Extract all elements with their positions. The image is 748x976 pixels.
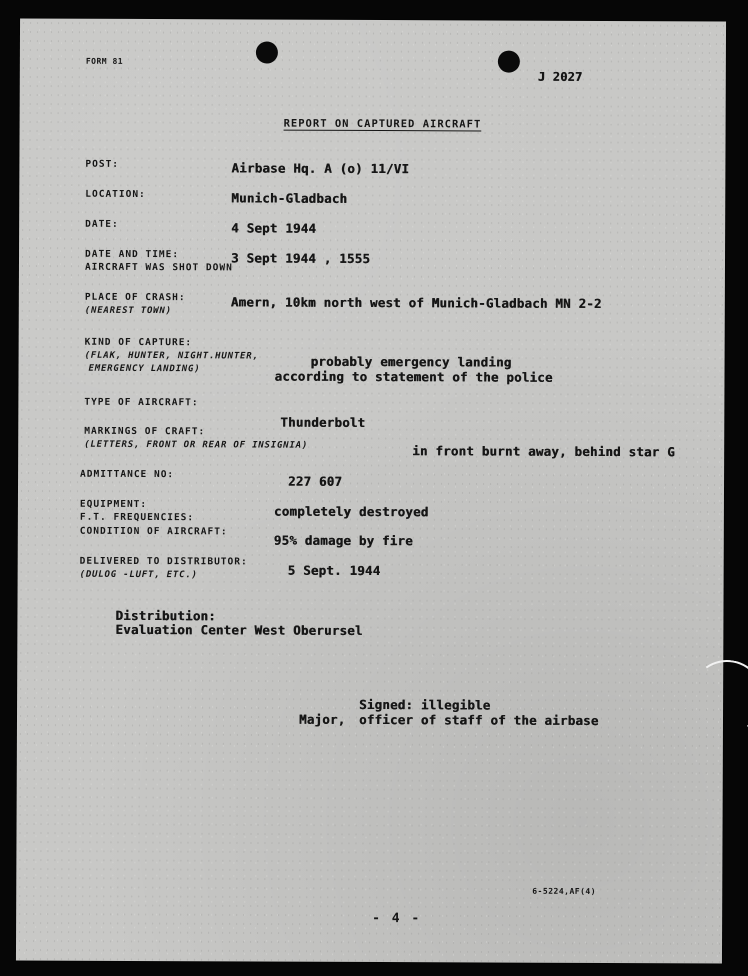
distribution-heading: Distribution: — [115, 607, 216, 624]
signed-line: Signed: illegible — [359, 696, 491, 713]
location-label: LOCATION: — [85, 188, 146, 201]
equipment-value: completely destroyed — [273, 503, 429, 520]
condition-label: CONDITION OF AIRCRAFT: — [79, 525, 228, 538]
post-label: POST: — [85, 158, 120, 170]
capture-kind-options-2: EMERGENCY LANDING) — [88, 363, 201, 375]
admittance-value: 227 607 — [288, 473, 343, 489]
date-label: DATE: — [85, 218, 119, 230]
markings-label: MARKINGS OF CRAFT: — [84, 425, 206, 438]
nearest-town-label: (NEAREST TOWN) — [84, 305, 172, 317]
distribution-line: Evaluation Center West Oberursel — [115, 621, 363, 638]
markings-value: in front burnt away, behind star G — [412, 443, 675, 460]
page-number: - 4 - — [372, 911, 422, 927]
frequencies-label: F.T. FREQUENCIES: — [79, 511, 195, 524]
date-time-value: 3 Sept 1944 , 1555 — [230, 250, 371, 266]
document-number: J 2027 — [537, 69, 583, 84]
crash-place-label: PLACE OF CRASH: — [84, 291, 186, 304]
document-page — [16, 18, 726, 963]
report-title: REPORT ON CAPTURED AIRCRAFT — [283, 117, 482, 131]
post-value: Airbase Hq. A (o) 11/VI — [231, 160, 410, 177]
punch-hole-icon — [498, 51, 520, 73]
capture-kind-value-2: according to statement of the police — [274, 368, 553, 385]
delivered-value: 5 Sept. 1944 — [287, 562, 381, 579]
delivered-hint: (DULOG -LUFT, ETC.) — [79, 569, 198, 581]
crash-place-value: Amern, 10km north west of Munich-Gladbach MN 2-2 — [230, 294, 602, 312]
capture-kind-options: (FLAK, HUNTER, NIGHT.HUNTER, — [84, 350, 259, 362]
capture-kind-value: probably emergency landing — [310, 353, 512, 370]
signer-rank: Major, — [298, 711, 346, 727]
markings-hint: (LETTERS, FRONT OR REAR OF INSIGNIA) — [84, 439, 309, 451]
aircraft-type-value: Thunderbolt — [280, 414, 366, 430]
condition-value: 95% damage by fire — [273, 532, 413, 549]
delivered-label: DELIVERED TO DISTRIBUTOR: — [79, 555, 248, 568]
admittance-label: ADMITTANCE NO: — [80, 468, 175, 481]
date-time-label: DATE AND TIME: — [85, 248, 180, 261]
location-value: Munich-Gladbach — [231, 190, 348, 206]
equipment-label: EQUIPMENT: — [79, 498, 148, 511]
capture-kind-label: KIND OF CAPTURE: — [84, 336, 193, 349]
form-code: 6-5224,AF(4) — [532, 886, 597, 896]
form-number: FORM 81 — [85, 56, 124, 66]
aircraft-type-label: TYPE OF AIRCRAFT: — [84, 396, 199, 409]
signer-title: officer of staff of the airbase — [358, 711, 599, 728]
date-value: 4 Sept 1944 — [231, 220, 317, 236]
shot-down-label: AIRCRAFT WAS SHOT DOWN — [84, 261, 233, 274]
punch-hole-icon — [256, 41, 278, 63]
